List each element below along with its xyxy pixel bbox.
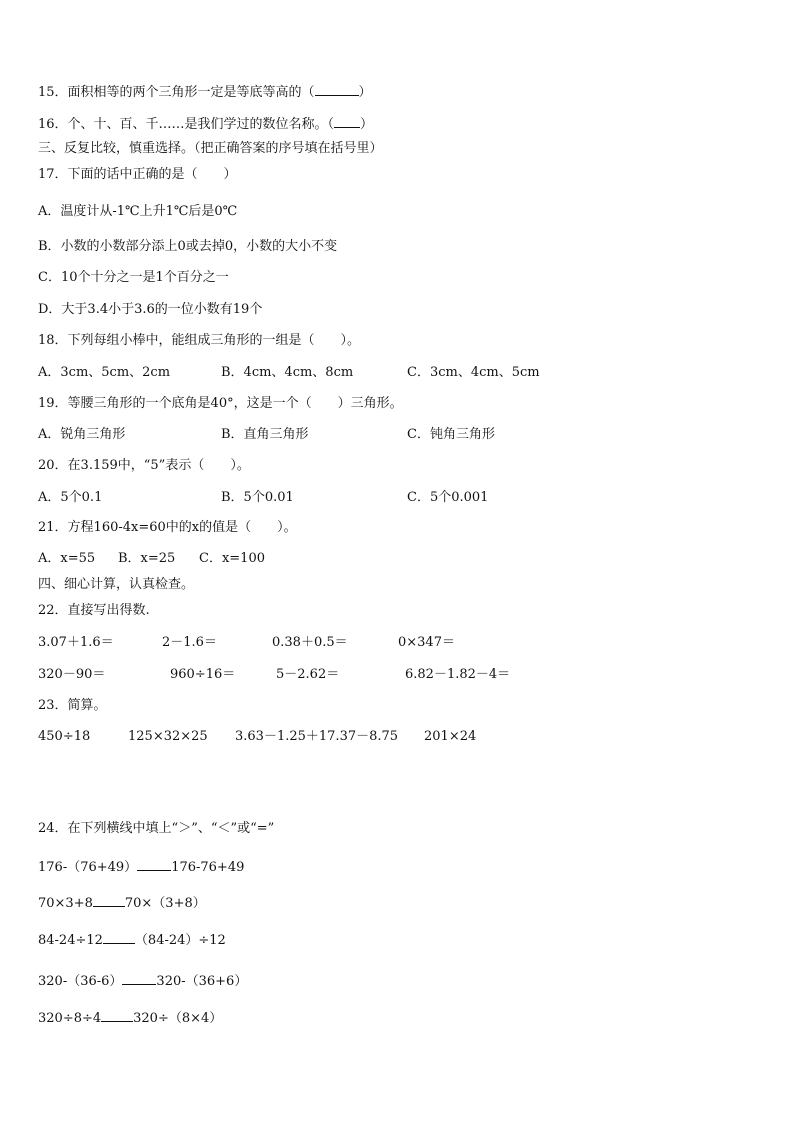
option-b: B．直角三角形 <box>221 427 309 442</box>
question-19-stem: 19．等腰三角形的一个底角是40°，这是一个（ ）三角形。 <box>38 396 403 411</box>
compare-left: 320-（36-6） <box>38 974 123 989</box>
compare-left: 320÷8÷4 <box>38 1011 102 1026</box>
compare-item <box>38 930 226 950</box>
option-b: B．小数的小数部分添上0或去掉0，小数的大小不变 <box>38 239 338 254</box>
calc-item: 0×347＝ <box>398 635 455 650</box>
question-16-tail: ） <box>360 117 374 132</box>
question-24-stem: 24．在下列横线中填上“＞”、“＜”或“=” <box>38 821 275 836</box>
question-20-stem: 20．在3.159中，“5”表示（ ）。 <box>38 458 250 473</box>
compare-right: 320-（36+6） <box>156 974 248 989</box>
question-21-stem: 21．方程160-4x=60中的x的值是（ ）。 <box>38 520 297 535</box>
option-c: C．5个0.001 <box>407 490 489 505</box>
question-16-text: 16．个、十、百、千……是我们学过的数位名称。（ <box>38 117 335 132</box>
answer-blank[interactable] <box>315 82 359 96</box>
simplify-item: 201×24 <box>424 729 477 744</box>
option-a: A．温度计从-1℃上升1℃后是0℃ <box>38 204 238 219</box>
question-15-text: 15．面积相等的两个三角形一定是等底等高的（ <box>38 85 315 100</box>
option-b: B．5个0.01 <box>221 490 294 505</box>
compare-item <box>38 1008 222 1028</box>
compare-left: 70×3+8 <box>38 896 93 911</box>
question-17-stem: 17．下面的话中正确的是（ ） <box>38 167 237 182</box>
option-c: C．x=100 <box>199 551 265 566</box>
compare-right: 70×（3+8） <box>124 896 206 911</box>
simplify-item: 450÷18 <box>38 729 91 744</box>
question-23-stem: 23．简算。 <box>38 698 107 713</box>
option-b: B．x=25 <box>118 551 176 566</box>
compare-blank[interactable] <box>103 930 135 944</box>
compare-right: 176-76+49 <box>171 860 245 875</box>
compare-blank[interactable] <box>93 893 125 907</box>
answer-blank[interactable] <box>334 114 360 128</box>
option-d: D．大于3.4小于3.6的一位小数有19个 <box>38 302 263 317</box>
compare-blank[interactable] <box>101 1008 133 1022</box>
calc-item: 320－90＝ <box>38 667 106 682</box>
compare-item <box>38 857 244 877</box>
calc-item: 2－1.6＝ <box>162 635 217 650</box>
option-c: C．3cm、4cm、5cm <box>407 365 540 380</box>
section-4-heading: 四、细心计算，认真检查。 <box>38 577 195 592</box>
compare-right: 320÷（8×4） <box>133 1011 223 1026</box>
compare-item <box>38 893 206 913</box>
section-3-heading: 三、反复比较，慎重选择。（把正确答案的序号填在括号里） <box>38 141 383 156</box>
compare-left: 84-24÷12 <box>38 933 103 948</box>
compare-left: 176-（76+49） <box>38 860 138 875</box>
option-a: A．x=55 <box>38 551 96 566</box>
calc-item: 0.38＋0.5＝ <box>272 635 348 650</box>
option-c: C．10个十分之一是1个百分之一 <box>38 270 229 285</box>
option-c: C．钝角三角形 <box>407 427 495 442</box>
compare-item <box>38 971 247 991</box>
question-16 <box>38 114 373 134</box>
compare-blank[interactable] <box>137 857 171 871</box>
simplify-item: 125×32×25 <box>128 729 208 744</box>
question-15 <box>38 82 372 102</box>
option-a: A．3cm、5cm、2cm <box>38 365 171 380</box>
question-18-stem: 18．下列每组小棒中，能组成三角形的一组是（ ）。 <box>38 333 361 348</box>
simplify-item: 3.63－1.25＋17.37－8.75 <box>235 729 399 744</box>
calc-item: 960÷16＝ <box>170 667 236 682</box>
option-a: A．5个0.1 <box>38 490 103 505</box>
compare-blank[interactable] <box>122 971 156 985</box>
option-b: B．4cm、4cm、8cm <box>221 365 354 380</box>
calc-item: 6.82－1.82－4＝ <box>405 667 511 682</box>
option-a: A．锐角三角形 <box>38 427 126 442</box>
question-15-tail: ） <box>358 85 372 100</box>
question-22-stem: 22．直接写出得数. <box>38 603 150 618</box>
calc-item: 5－2.62＝ <box>276 667 340 682</box>
calc-item: 3.07＋1.6＝ <box>38 635 114 650</box>
compare-right: （84-24）÷12 <box>134 933 226 948</box>
